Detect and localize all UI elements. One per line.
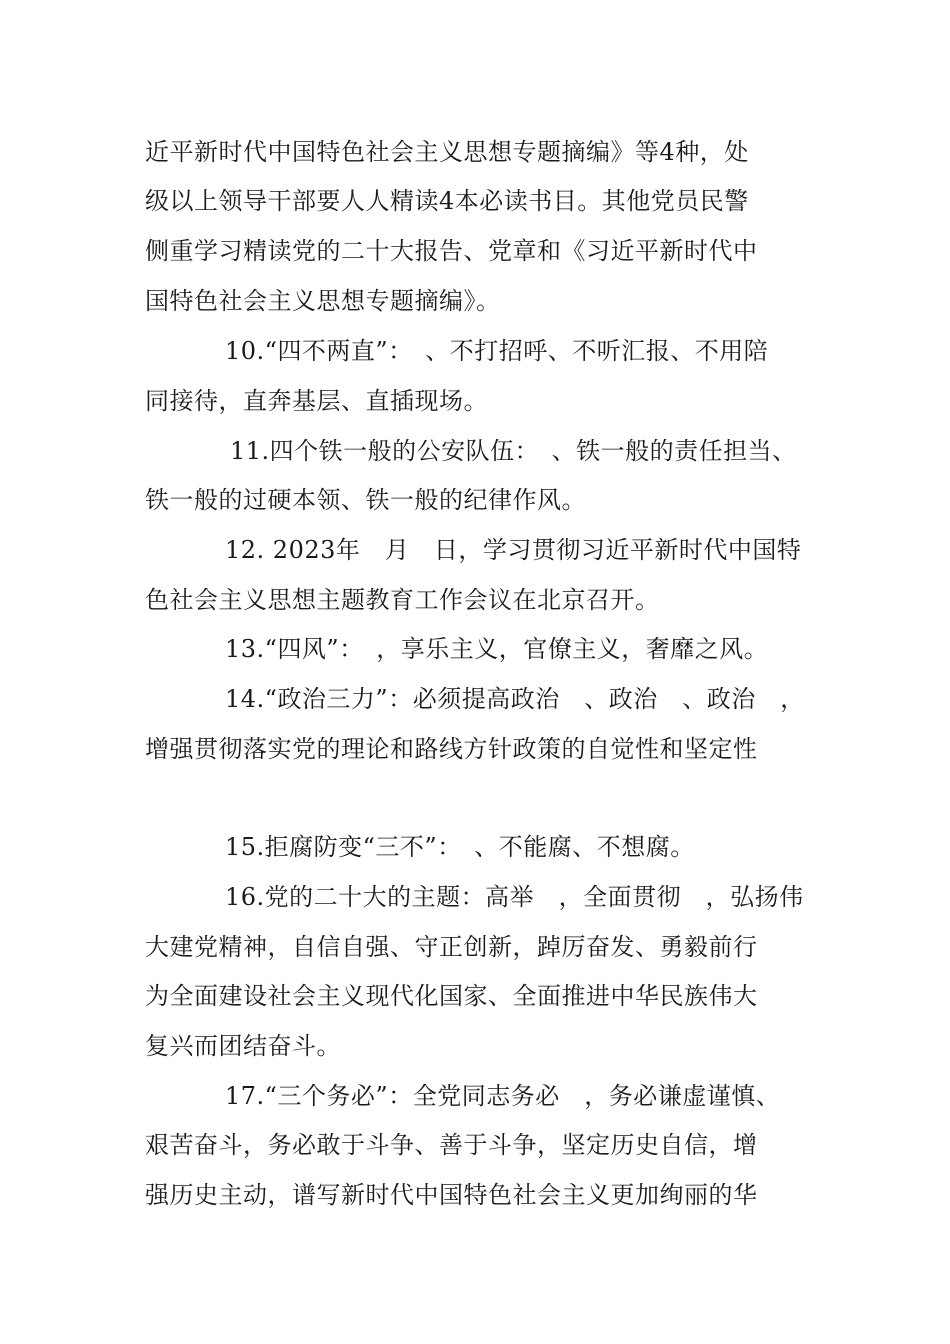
item-12-line-2: 色社会主义思想主题教育工作会议在北京召开。 [145, 586, 660, 614]
item-15-line-1: 15.拒腐防变“三不”： 、不能腐、不想腐。 [225, 833, 695, 861]
item-17-line-1: 17.“三个务必”：全党同志务必 ，务必谦虚谨慎、 [225, 1082, 781, 1110]
item-16-line-4: 复兴而团结奋斗。 [145, 1032, 341, 1060]
item-12-line-1: 12. 2023年 月 日，学习贯彻习近平新时代中国特 [225, 536, 802, 564]
text-line-3: 侧重学习精读党的二十大报告、党章和《习近平新时代中 [145, 237, 758, 265]
text-line-1: 近平新时代中国特色社会主义思想专题摘编》等4种，处 [145, 138, 749, 166]
text-line-2: 级以上领导干部要人人精读4本必读书目。其他党员民警 [145, 187, 749, 215]
item-10-line-2: 同接待，直奔基层、直插现场。 [145, 387, 488, 415]
item-11-line-1: 11.四个铁一般的公安队伍： 、铁一般的责任担当、 [230, 437, 797, 465]
item-16-line-2: 大建党精神，自信自强、守正创新，踔厉奋发、勇毅前行 [145, 933, 758, 961]
text-line-4: 国特色社会主义思想专题摘编》。 [145, 287, 501, 315]
item-14-line-2: 增强贯彻落实党的理论和路线方针政策的自觉性和坚定性 [145, 735, 758, 763]
item-16-line-1: 16.党的二十大的主题：高举 ，全面贯彻 ，弘扬伟 [225, 883, 804, 911]
item-10-line-1: 10.“四不两直”： 、不打招呼、不听汇报、不用陪 [225, 337, 769, 365]
item-17-line-2: 艰苦奋斗，务必敢于斗争、善于斗争，坚定历史自信，增 [145, 1131, 758, 1159]
item-14-line-1: 14.“政治三力”：必须提高政治 、政治 、政治 ， [225, 685, 805, 713]
item-17-line-3: 强历史主动，谱写新时代中国特色社会主义更加绚丽的华 [145, 1181, 758, 1209]
item-13-line-1: 13.“四风”： ，享乐主义，官僚主义，奢靡之风。 [225, 635, 769, 663]
item-16-line-3: 为全面建设社会主义现代化国家、全面推进中华民族伟大 [145, 982, 758, 1010]
item-11-line-2: 铁一般的过硬本领、铁一般的纪律作风。 [145, 486, 586, 514]
